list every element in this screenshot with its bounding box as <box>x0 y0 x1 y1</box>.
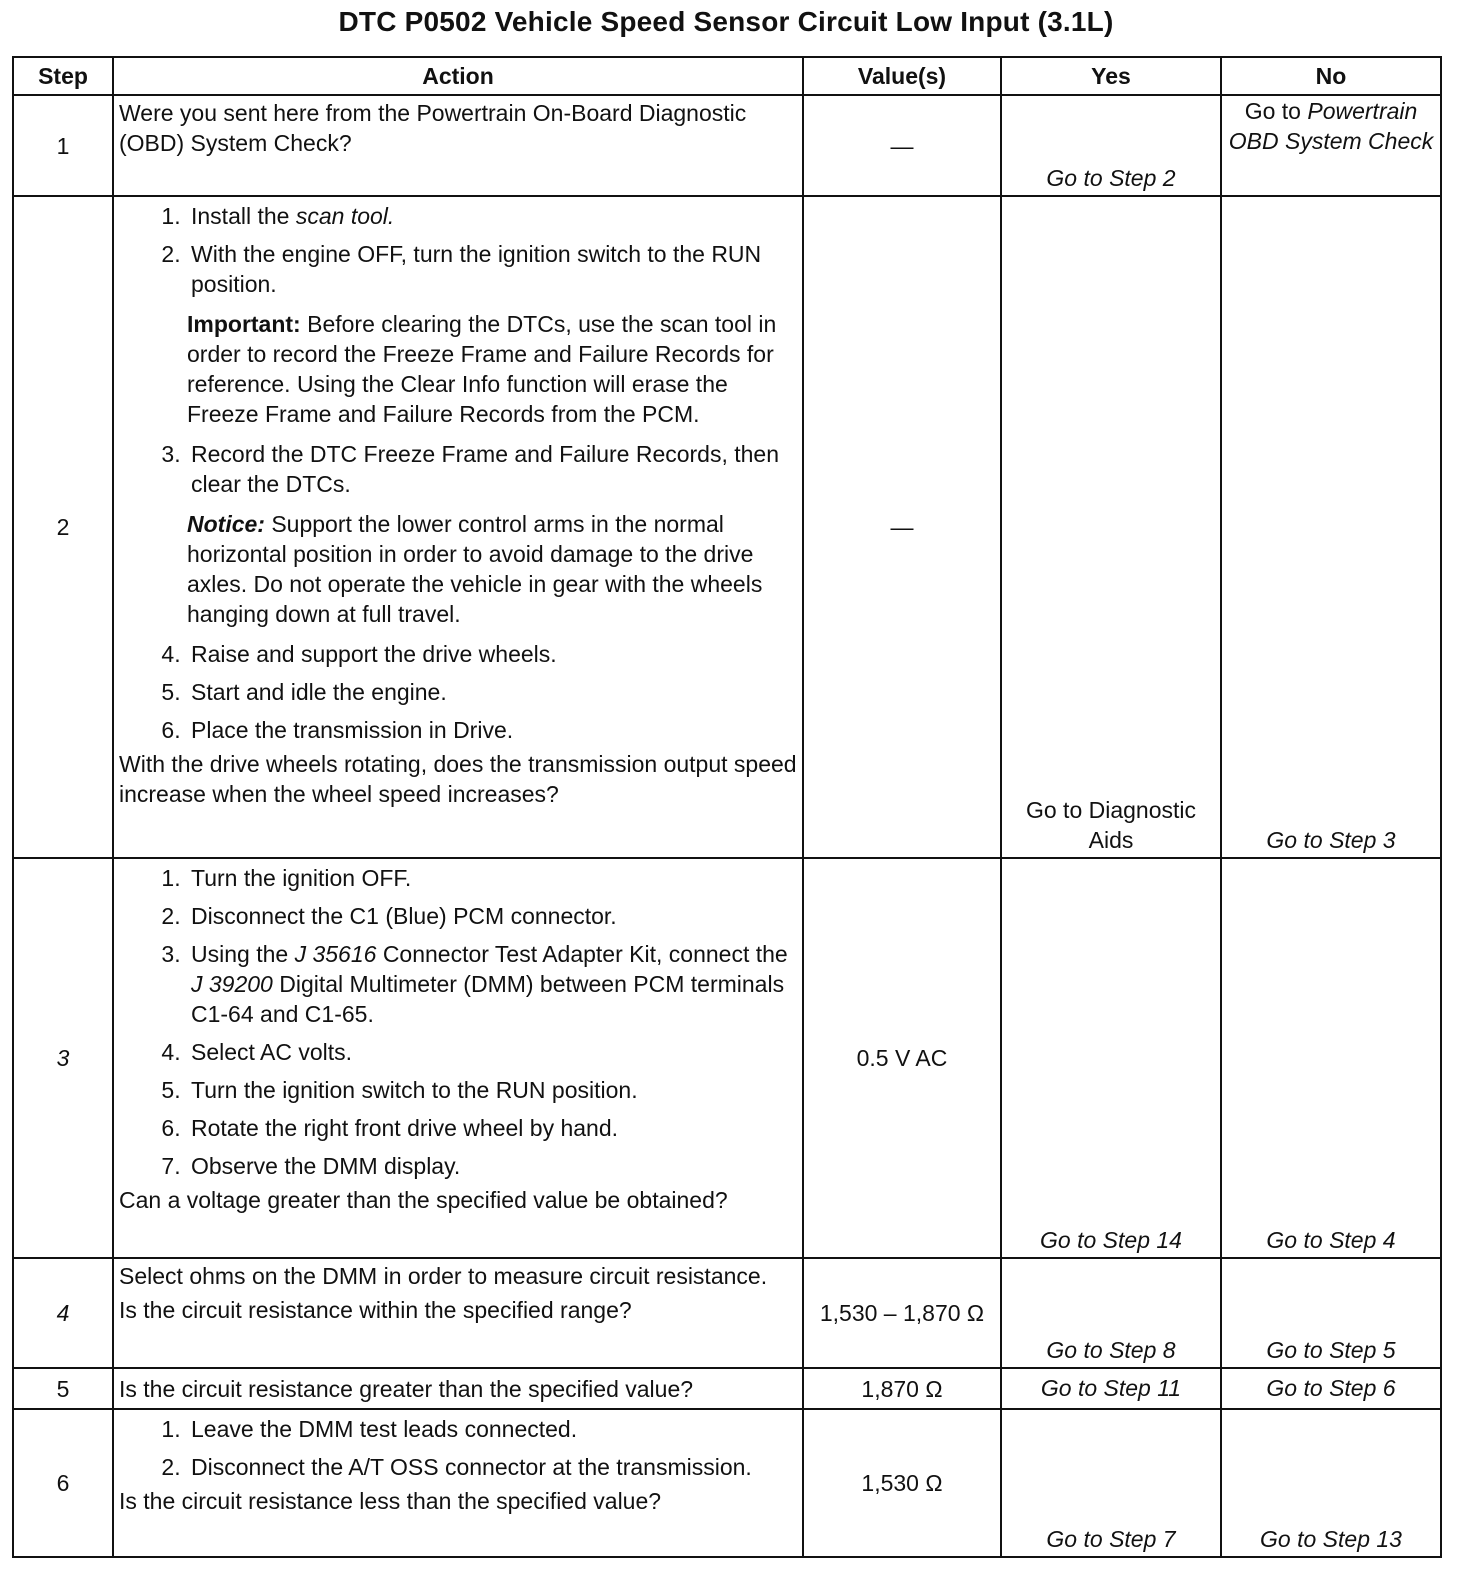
yes-link[interactable]: Go to Diagnostic Aids <box>1001 196 1221 858</box>
action-item: 5. Turn the ignition switch to the RUN position. <box>187 1075 797 1105</box>
header-row <box>13 57 1441 95</box>
no-link-prefix: Go to <box>1244 98 1301 124</box>
action-item: 4. Select AC volts. <box>187 1037 797 1067</box>
action-question: With the drive wheels rotating, does the transmission output speed increase when the wheel speed increases? <box>119 751 797 807</box>
header-action: Action <box>113 57 803 95</box>
no-link[interactable]: Go to Step 13 <box>1221 1409 1441 1557</box>
table-row-step-3 <box>13 858 1441 1258</box>
yes-link[interactable]: Go to Step 8 <box>1001 1258 1221 1368</box>
yes-link[interactable]: Go to Step 11 <box>1001 1368 1221 1409</box>
step-number: 3 <box>13 858 113 1258</box>
action-item: 3. Using the J 35616 Connector Test Adapter Kit, connect the J 39200 Digital Multimeter (DMM) between PCM terminals C1-64 and C1-65. <box>187 939 797 1029</box>
action-cell <box>113 196 803 858</box>
tool-j35616: J 35616 <box>294 941 377 967</box>
step-number: 6 <box>13 1409 113 1557</box>
scan-tool-term: scan tool. <box>295 203 395 229</box>
action-item: 2. Disconnect the C1 (Blue) PCM connector. <box>187 901 797 931</box>
no-link[interactable]: Go to Step 5 <box>1221 1258 1441 1368</box>
value-cell: 1,530 Ω <box>803 1409 1001 1557</box>
action-item: 4. Raise and support the drive wheels. <box>187 639 797 669</box>
important-label: Important: <box>187 311 301 337</box>
no-link[interactable]: Go to Step 3 <box>1221 196 1441 858</box>
header-no: No <box>1221 57 1441 95</box>
yes-link[interactable]: Go to Step 7 <box>1001 1409 1221 1557</box>
header-yes: Yes <box>1001 57 1221 95</box>
action-cell <box>113 858 803 1258</box>
action-item: 6. Place the transmission in Drive. <box>187 715 797 745</box>
table-row-step-4 <box>13 1258 1441 1368</box>
action-question: Is the circuit resistance within the specified range? <box>119 1297 632 1323</box>
value-cell: 1,870 Ω <box>803 1368 1001 1409</box>
no-link-target: Powertrain OBD System Check <box>1228 98 1434 154</box>
important-note: Important: Before clearing the DTCs, use the scan tool in order to record the Freeze Frame and Failure Records for reference. Using the Clear Info function will erase the Freeze Frame and Failure Records from the PCM. <box>187 311 777 427</box>
yes-link[interactable]: Go to Step 14 <box>1001 858 1221 1258</box>
no-link[interactable]: Go to Step 6 <box>1221 1368 1441 1409</box>
action-item: 3. Record the DTC Freeze Frame and Failure Records, then clear the DTCs. <box>187 439 797 499</box>
value-cell: 1,530 – 1,870 Ω <box>803 1258 1001 1368</box>
action-item: 1. Install the scan tool. <box>187 201 797 231</box>
action-question: Is the circuit resistance less than the specified value? <box>119 1488 662 1514</box>
no-link[interactable]: Go to Step 4 <box>1221 858 1441 1258</box>
action-item: 1. Turn the ignition OFF. <box>187 863 797 893</box>
header-step: Step <box>13 57 113 95</box>
value-cell: 0.5 V AC <box>803 858 1001 1258</box>
notice-note: Notice: Support the lower control arms in the normal horizontal position in order to avoid damage to the drive axles. Do not operate the vehicle in gear with the wheels hanging down at full travel. <box>187 511 763 627</box>
table-row-step-2 <box>13 196 1441 858</box>
action-question: Can a voltage greater than the specified value be obtained? <box>119 1187 728 1213</box>
action-item: 2. Disconnect the A/T OSS connector at the transmission. <box>187 1452 797 1482</box>
page-title: DTC P0502 Vehicle Speed Sensor Circuit Low Input (3.1L) <box>338 6 1114 37</box>
step-number: 1 <box>13 95 113 196</box>
value-cell: — <box>803 196 1001 858</box>
table-row-step-1 <box>13 95 1441 196</box>
notice-label: Notice: <box>187 511 265 537</box>
step-number: 4 <box>13 1258 113 1368</box>
action-item: 5. Start and idle the engine. <box>187 677 797 707</box>
diagnostic-table <box>12 56 1442 1558</box>
action-item: 7. Observe the DMM display. <box>187 1151 797 1181</box>
action-item: 2. With the engine OFF, turn the ignition switch to the RUN position. <box>187 239 797 299</box>
table-row-step-6 <box>13 1409 1441 1557</box>
action-cell <box>113 95 803 196</box>
action-text: Select ohms on the DMM in order to measure circuit resistance. <box>119 1263 768 1289</box>
action-cell <box>113 1409 803 1557</box>
step-number: 2 <box>13 196 113 858</box>
action-item: 1. Leave the DMM test leads connected. <box>187 1414 797 1444</box>
value-cell: — <box>803 95 1001 196</box>
action-question: Were you sent here from the Powertrain On-Board Diagnostic (OBD) System Check? <box>119 100 747 156</box>
table-row-step-5 <box>13 1368 1441 1409</box>
step-number: 5 <box>13 1368 113 1409</box>
action-question: Is the circuit resistance greater than the specified value? <box>119 1375 694 1402</box>
action-cell <box>113 1258 803 1368</box>
action-cell <box>113 1368 803 1409</box>
action-item: 6. Rotate the right front drive wheel by hand. <box>187 1113 797 1143</box>
tool-j39200: J 39200 <box>191 971 273 997</box>
no-link[interactable] <box>1221 95 1441 196</box>
header-values: Value(s) <box>803 57 1001 95</box>
yes-link[interactable]: Go to Step 2 <box>1001 95 1221 196</box>
